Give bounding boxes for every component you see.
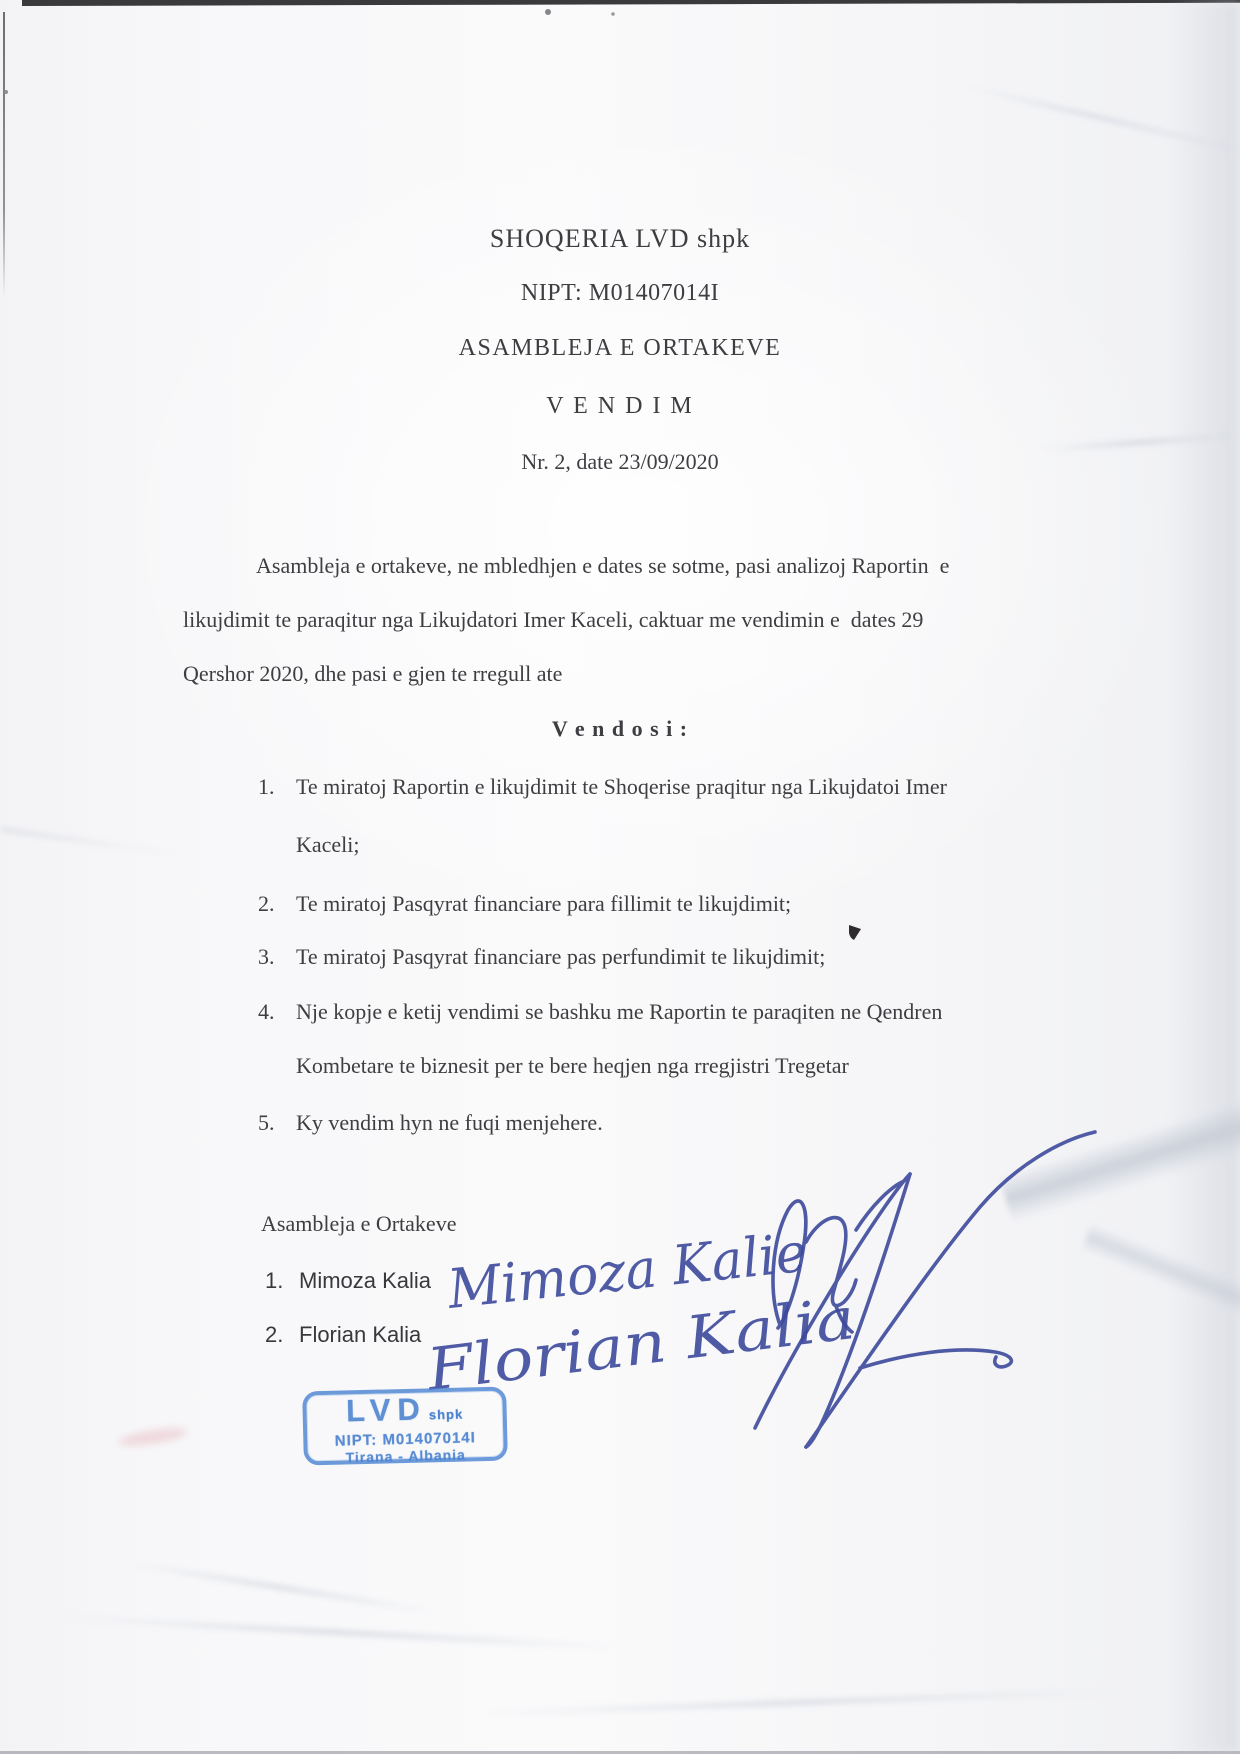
- decision-item-line: Nje kopje e ketij vendimi se bashku me Raportin te paraqiten ne Qendren: [296, 999, 943, 1024]
- intro-line-2: likujdimit te paraqitur nga Likujdatori Imer Kaceli, caktuar me vendimin e dates 29: [183, 607, 924, 632]
- decision-item-line: Te miratoj Pasqyrat financiare para fillimit te likujdimit;: [296, 891, 792, 916]
- stamp-city: Tirana - Albania: [345, 1446, 467, 1466]
- decision-item-line: Te miratoj Raportin e likujdimit te Shoqerise praqitur nga Likujdatoi Imer: [296, 774, 947, 799]
- signatory-name: Mimoza Kalia: [299, 1268, 432, 1293]
- signatory-number: 2.: [265, 1322, 284, 1347]
- decision-item-number: 1.: [258, 774, 275, 799]
- decision-item-number: 3.: [258, 944, 275, 969]
- assembly-line: ASAMBLEJA E ORTAKEVE: [458, 335, 782, 361]
- paper-crease: [60, 1615, 619, 1649]
- ink-smudge: [117, 1425, 188, 1450]
- paper-crease: [1081, 1222, 1240, 1317]
- scan-top-edge: [22, 0, 1240, 6]
- signatory-name: Florian Kalia: [299, 1322, 422, 1347]
- paper-crease: [122, 1560, 439, 1615]
- closing-heading: Asambleja e Ortakeve: [261, 1211, 457, 1236]
- company-name-line: SHOQERIA LVD shpk: [489, 224, 751, 253]
- paper-left-edge: [3, 12, 5, 297]
- paper-crease: [1170, 0, 1240, 1754]
- paper-crease: [1, 827, 180, 856]
- handwritten-signature-1: Mimoza Kalie: [444, 1219, 823, 1321]
- decision-item-line: Ky vendim hyn ne fuqi menjehere.: [296, 1110, 603, 1135]
- decision-item-number: 5.: [258, 1110, 275, 1135]
- stamp-company-name: LVD: [345, 1391, 428, 1429]
- decision-item-number: 4.: [258, 999, 275, 1024]
- nipt-line: NIPT: M01407014I: [520, 280, 720, 306]
- stamp-company-suffix: shpk: [428, 1406, 464, 1423]
- decision-item-line: Kaceli;: [296, 832, 360, 857]
- intro-line-3: Qershor 2020, dhe pasi e gjen te rregull ate: [183, 661, 563, 686]
- scan-speck: [611, 12, 615, 16]
- decision-item-number: 2.: [258, 891, 275, 916]
- paper-crease: [963, 84, 1240, 155]
- handwritten-signature-2: Florian Kalia: [423, 1290, 809, 1404]
- signature-flourish: [755, 1132, 1095, 1447]
- decision-item-line: Kombetare te biznesit per te bere heqjen nga rregjistri Tregetar: [296, 1053, 849, 1078]
- scan-speck: [4, 90, 8, 94]
- paper-crease: [480, 1689, 1120, 1716]
- ink-blot: [849, 925, 861, 940]
- decision-number-line: Nr. 2, date 23/09/2020: [521, 449, 719, 474]
- intro-line-1: Asambleja e ortakeve, ne mbledhjen e dates se sotme, pasi analizoj Raportin e: [256, 553, 950, 578]
- signatory-number: 1.: [265, 1268, 284, 1293]
- decision-title: V E N D I M: [546, 393, 694, 419]
- scan-speck: [545, 9, 551, 15]
- company-stamp: [302, 1387, 508, 1466]
- stamp-nipt: NIPT: M01407014I: [334, 1429, 477, 1450]
- resolution-heading: V e n d o s i :: [551, 716, 689, 741]
- paper-crease: [999, 1097, 1240, 1224]
- decision-item-line: Te miratoj Pasqyrat financiare pas perfundimit te likujdimit;: [296, 944, 826, 969]
